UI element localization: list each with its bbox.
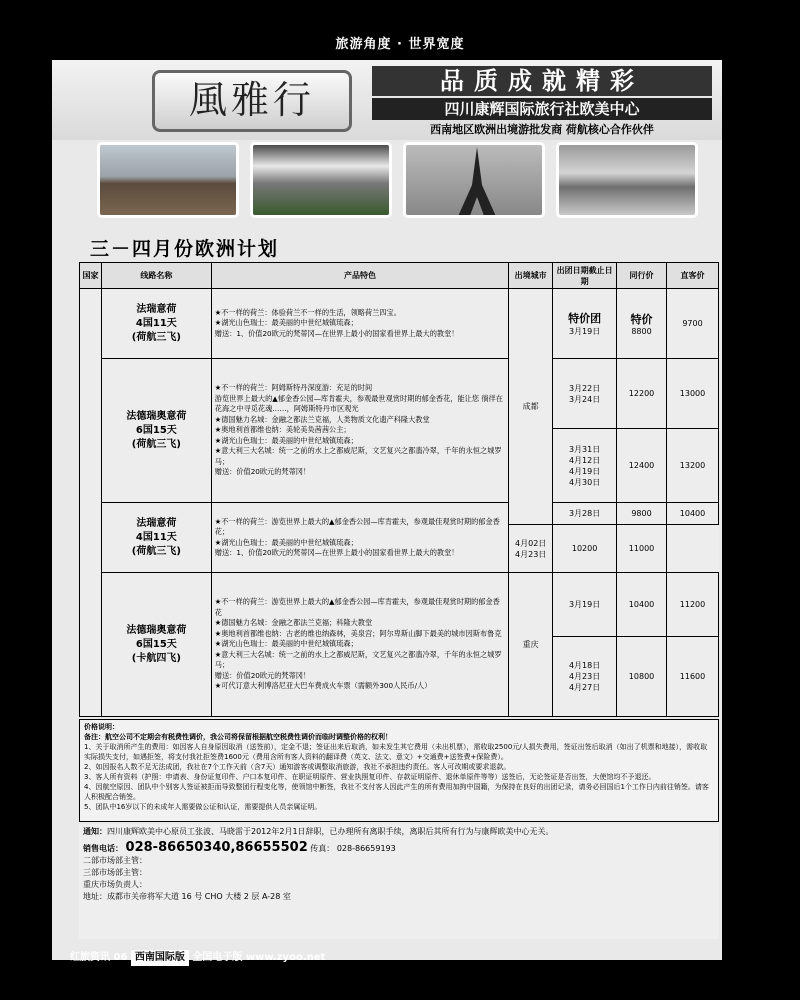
footer-site[interactable]: 全国电子版 www.zyoo.net bbox=[192, 952, 326, 963]
product-features: ★不一样的荷兰：阿姆斯特丹深度游：充足的时间 游览世界上最大的▲郁金香公园—库肯霍夫，参观最世观赏时期的郁金香花，能让您 徜徉在花海之中寻觅花魂……，阿姆斯特丹市区观光 ★德国魅力名城：金融之都法兰克福，人类物质文化遗产科隆大教堂 ★奥地利首都维也纳：美轮美奂茜茜公主； ★湖光山色瑞士：最美丽的中世纪城镇琉森； ★意大利三大名城：统一之前的水上之都威尼斯，文艺复兴之都翡冷翠，千年的永恒之城罗马； 赠送：价值20欧元的梵蒂冈！ bbox=[211, 359, 508, 503]
direct-price: 11600 bbox=[667, 637, 719, 717]
product-features: ★不一样的荷兰：游览世界上最大的▲郁金香公园—库肯霍夫，参观最佳观赏时期的郁金香花； ★湖光山色瑞士：最美丽的中世纪城镇琉森； 赠送：1、价值20欧元的梵蒂冈—在世界上最小的国家看世界上最大的教堂！ bbox=[211, 503, 508, 573]
itinerary-table bbox=[79, 262, 719, 717]
col-peer-price: 同行价 bbox=[617, 263, 667, 289]
col-features: 产品特色 bbox=[211, 263, 508, 289]
direct-price: 13200 bbox=[667, 429, 719, 503]
table-header-row bbox=[80, 263, 719, 289]
departure-dates: 3月22日 3月24日 bbox=[553, 359, 617, 429]
direct-price: 10400 bbox=[667, 503, 719, 525]
route-name: 法瑞意荷 4国11天 (荷航三飞) bbox=[101, 289, 211, 359]
peer-price: 12200 bbox=[617, 359, 667, 429]
departure-dates: 3月28日 bbox=[553, 503, 617, 525]
peer-price: 10200 bbox=[553, 525, 617, 573]
slogan: 品质成就精彩 bbox=[372, 66, 712, 96]
route-name: 法瑞意荷 4国11天 (荷航三飞) bbox=[101, 503, 211, 573]
departure-dates: 3月19日 bbox=[553, 573, 617, 637]
price-notes: 价格说明： 备注：航空公司不定期会有税费性调价，我公司将保留根据航空税费性调价而临时调整价格的权利！ 1、关于取消所产生的费用：如因客人自身原因取消（送签前），定金不退；签证出来后取消，如未发生其它费用（未出机票），需收取2500元/人损失费用，签证出签后取消（如出了机票和地接），需收取实际损失支付，如遇拒签，将支付我社拒签费1600元（费用含所有客人资料的翻译费（英文、法文、意文）+交通费+送签费+保险费）。 2、如因报名人数不足无法成团，我社在7个工作天前（含7天）通知游客或调整取消旅游，我社不承担违约责任。客人可改期或要求退款。 3、客人所有资料（护照：申请表、身份证复印件、户口本复印件、在职证明原件、营业执照复印件、存款证明原件、退休单原件等等）送签后，无论签证是否出签，大使馆均不予退还。 4、因航空原因、团队中个别客人签证被拒而导致整团行程变化等，使领馆中断签，我社不支付客人因此产生的所有费用加拘中国籍，为保持在良好的出团记录，请务必回国后1个工作日内前往销签。请客人积极配合销签。 5、团队中16岁以下的未成年人需要做公证和认证，需要提供人员亲属证明。 bbox=[79, 719, 719, 822]
peer-price: 10800 bbox=[617, 637, 667, 717]
route-name: 法德瑞奥意荷 6国15天 (荷航三飞) bbox=[101, 359, 211, 503]
direct-price: 11200 bbox=[667, 573, 719, 637]
col-departure-city: 出境城市 bbox=[509, 263, 553, 289]
footer-brand: 西南国际版 bbox=[131, 950, 189, 966]
product-features: ★不一样的荷兰：游览世界上最大的▲郁金香公园—库肯霍夫，参观最佳观赏时期的郁金香花 ★德国魅力名城：金融之都法兰克福；科隆大教堂 ★奥地利首都维也纳：古老的维也纳森林，美泉宫；阿尔卑斯山脚下最美的城市因斯布鲁克 ★湖光山色瑞士：最美丽的中世纪城镇琉森； ★意大利三大名城：统一之前的水上之都威尼斯，文艺复兴之都翡冷翠，千年的永恒之城罗马； 赠送：价值20欧元的梵蒂冈！ ★可代订意大利博洛尼亚大巴车费成火车票（需额外300人民币/人） bbox=[211, 573, 508, 717]
logo: 風雅行 bbox=[152, 70, 352, 132]
country-cell bbox=[80, 289, 102, 717]
contact-line: 重庆市场负责人： bbox=[83, 880, 147, 889]
plan-title: 三－四月份欧洲计划 bbox=[90, 238, 280, 260]
direct-price: 9700 bbox=[667, 289, 719, 359]
departure-dates: 3月31日 4月12日 4月19日 4月30日 bbox=[553, 429, 617, 503]
contact-line: 二部市场部主管： bbox=[83, 856, 147, 865]
table-row bbox=[80, 503, 719, 525]
departure-dates: 4月02日 4月23日 bbox=[509, 525, 553, 573]
departure-dates: 4月18日 4月23日 4月27日 bbox=[553, 637, 617, 717]
product-features: ★不一样的荷兰：体验荷兰不一样的生活，领略荷兰四宝。 ★湖光山色瑞士：最美丽的中世纪城镇琉森； 赠送：1、价值20欧元的梵蒂冈—在世界上最小的国家看世界上最大的教堂！ bbox=[211, 289, 508, 359]
departure-city: 重庆 bbox=[509, 573, 553, 717]
notice-text: 通知：四川康辉欧美中心原员工张波、马晓雷于2012年2月1日辞职，已办理所有离职手续，离职后其所有行为与康辉欧美中心无关。 bbox=[83, 827, 554, 836]
table-row bbox=[80, 573, 719, 637]
village-photo bbox=[97, 142, 239, 218]
sales-phone: 销售电话： 028-86650340,86655502 传真： 028-86659193 bbox=[83, 840, 396, 855]
peer-price: 12400 bbox=[617, 429, 667, 503]
footer-section: 红旅资讯 06 bbox=[70, 952, 128, 963]
table-row bbox=[80, 289, 719, 359]
col-country: 国家 bbox=[80, 263, 102, 289]
agency-name: 四川康辉国际旅行社欧美中心 bbox=[372, 98, 712, 120]
departure-city: 成都 bbox=[509, 289, 553, 525]
peer-price: 特价 8800 bbox=[617, 289, 667, 359]
col-route: 线路名称 bbox=[101, 263, 211, 289]
header bbox=[52, 60, 722, 140]
col-direct-price: 直客价 bbox=[667, 263, 719, 289]
direct-price: 11000 bbox=[617, 525, 667, 573]
contact-line: 三部市场部主管： bbox=[83, 868, 147, 877]
route-name: 法德瑞奥意荷 6国15天 (卡航四飞) bbox=[101, 573, 211, 717]
col-dates: 出团日期截止日期 bbox=[553, 263, 617, 289]
departure-dates: 特价团 3月19日 bbox=[553, 289, 617, 359]
direct-price: 13000 bbox=[667, 359, 719, 429]
riverside-photo bbox=[556, 142, 698, 218]
mountain-photo bbox=[250, 142, 392, 218]
top-tagline: 旅游角度 · 世界宽度 bbox=[335, 37, 465, 52]
peer-price: 9800 bbox=[617, 503, 667, 525]
peer-price: 10400 bbox=[617, 573, 667, 637]
eiffel-tower-photo bbox=[403, 142, 545, 218]
table-row bbox=[80, 359, 719, 429]
footer bbox=[70, 950, 730, 966]
address-line: 地址：成都市关帝将军大道 16 号 CHO 大楼 2 层 A-28 室 bbox=[83, 892, 291, 901]
notice-section bbox=[79, 824, 719, 939]
agency-subtitle: 西南地区欧洲出境游批发商 荷航核心合作伙伴 bbox=[430, 123, 654, 136]
